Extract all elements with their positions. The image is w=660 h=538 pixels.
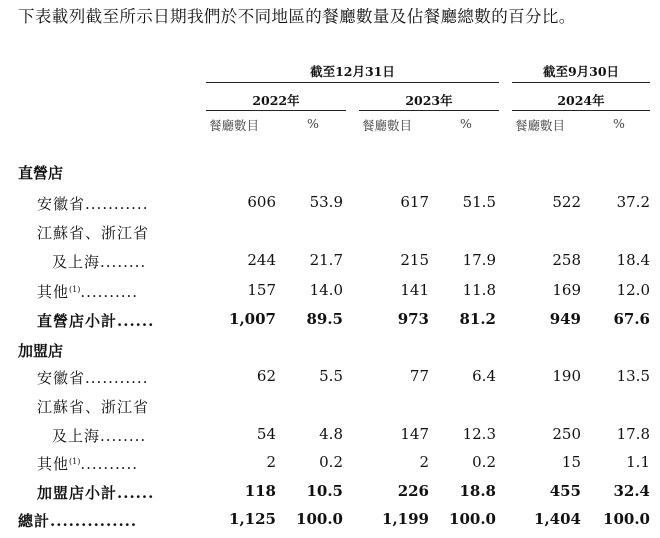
table-cell: 617 <box>400 193 429 211</box>
row-label-text: 其他 <box>37 455 70 473</box>
table-cell: 13.5 <box>616 367 650 385</box>
col-header-count-2023: 餐廳數目 <box>362 118 413 133</box>
row-label-text: 其他 <box>37 283 70 301</box>
table-cell: 12.3 <box>462 425 496 443</box>
table-cell: 100.0 <box>449 510 496 528</box>
period-header-sep: 截至9月30日 <box>542 64 620 79</box>
table-cell: 53.9 <box>309 193 343 211</box>
table-cell: 15 <box>561 453 581 471</box>
footnote-marker: (1) <box>69 285 81 294</box>
period-underline-sep <box>512 82 650 83</box>
year-header-2023: 2023年 <box>405 93 453 108</box>
period-header-dec: 截至12月31日 <box>310 64 395 79</box>
row-label <box>52 425 146 446</box>
row-label <box>52 251 146 272</box>
year-header-2024: 2024年 <box>557 93 605 108</box>
table-cell: 62 <box>256 367 276 385</box>
table-cell: 32.4 <box>613 482 650 500</box>
row-label-text: 及上海 <box>52 253 101 271</box>
table-cell: 17.8 <box>616 425 650 443</box>
col-header-pct-2022: % <box>307 116 319 131</box>
row-label <box>37 482 154 503</box>
section-heading-direct: 直營店 <box>18 164 64 182</box>
table-cell: 0.2 <box>319 453 343 471</box>
table-cell: 37.2 <box>616 193 650 211</box>
table-cell: 21.7 <box>309 251 343 269</box>
table-cell: 1,125 <box>229 510 276 528</box>
table-cell: 100.0 <box>603 510 650 528</box>
col-header-count-2022: 餐廳數目 <box>209 118 260 133</box>
row-label <box>37 453 138 474</box>
table-cell: 54 <box>256 425 276 443</box>
row-label <box>37 310 154 331</box>
row-label <box>37 281 138 302</box>
table-cell: 244 <box>247 251 276 269</box>
col-header-pct-2024: % <box>613 116 625 131</box>
leader-dots: ........ <box>100 427 147 445</box>
table-cell: 4.8 <box>319 425 343 443</box>
row-label-text: 江蘇省、浙江省 <box>37 224 150 242</box>
leader-dots: .......... <box>80 455 139 473</box>
footnote-marker: (1) <box>69 457 81 466</box>
table-cell: 147 <box>400 425 429 443</box>
table-cell: 606 <box>247 193 276 211</box>
table-cell: 12.0 <box>616 281 650 299</box>
row-label <box>37 193 148 214</box>
table-cell: 17.9 <box>462 251 496 269</box>
year-underline-2022 <box>206 110 346 111</box>
row-label <box>37 396 149 417</box>
table-cell: 226 <box>397 482 429 500</box>
table-cell: 215 <box>400 251 429 269</box>
leader-dots: ...... <box>117 312 155 330</box>
table-cell: 1.1 <box>626 453 650 471</box>
table-cell: 100.0 <box>296 510 343 528</box>
table-cell: 118 <box>244 482 276 500</box>
leader-dots: ...... <box>117 484 155 502</box>
table-cell: 0.2 <box>472 453 496 471</box>
table-cell: 6.4 <box>472 367 496 385</box>
table-cell: 18.8 <box>459 482 496 500</box>
row-label <box>37 367 148 388</box>
leader-dots: ........... <box>85 195 149 213</box>
row-label-text: 安徽省 <box>37 195 86 213</box>
table-cell: 949 <box>549 310 581 328</box>
row-label-text: 總計 <box>18 512 51 530</box>
table-cell: 10.5 <box>306 482 343 500</box>
leader-dots: ........ <box>100 253 147 271</box>
table-cell: 1,199 <box>382 510 429 528</box>
table-cell: 18.4 <box>616 251 650 269</box>
table-cell: 11.8 <box>462 281 496 299</box>
table-cell: 250 <box>552 425 581 443</box>
table-cell: 2 <box>419 453 429 471</box>
table-cell: 5.5 <box>319 367 343 385</box>
row-label <box>18 510 137 531</box>
table-cell: 67.6 <box>613 310 650 328</box>
table-cell: 14.0 <box>309 281 343 299</box>
table-cell: 455 <box>549 482 581 500</box>
table-cell: 973 <box>397 310 429 328</box>
table-cell: 141 <box>400 281 429 299</box>
row-label-text: 直營店小計 <box>37 312 118 330</box>
leader-dots: ........... <box>85 369 149 387</box>
col-header-pct-2023: % <box>460 116 472 131</box>
row-label-text: 及上海 <box>52 427 101 445</box>
year-underline-2023 <box>359 110 499 111</box>
row-label <box>37 222 149 243</box>
table-cell: 1,404 <box>534 510 581 528</box>
table-cell: 51.5 <box>462 193 496 211</box>
row-label-text: 安徽省 <box>37 369 86 387</box>
leader-dots: .......... <box>80 283 139 301</box>
table-cell: 522 <box>552 193 581 211</box>
table-cell: 258 <box>552 251 581 269</box>
table-cell: 169 <box>552 281 581 299</box>
leader-dots: .............. <box>50 512 138 530</box>
table-cell: 77 <box>409 367 429 385</box>
table-cell: 81.2 <box>459 310 496 328</box>
table-cell: 157 <box>247 281 276 299</box>
period-underline-dec <box>206 82 499 83</box>
row-label-text: 江蘇省、浙江省 <box>37 398 150 416</box>
section-heading-franchise: 加盟店 <box>18 342 64 360</box>
row-label-text: 加盟店小計 <box>37 484 118 502</box>
table-cell: 190 <box>552 367 581 385</box>
table-cell: 89.5 <box>306 310 343 328</box>
year-underline-2024 <box>512 110 650 111</box>
col-header-count-2024: 餐廳數目 <box>515 118 566 133</box>
year-header-2022: 2022年 <box>252 93 300 108</box>
table-cell: 2 <box>266 453 276 471</box>
intro-text: 下表載列截至所示日期我們於不同地區的餐廳數量及佔餐廳總數的百分比。 <box>18 7 576 26</box>
table-cell: 1,007 <box>229 310 276 328</box>
